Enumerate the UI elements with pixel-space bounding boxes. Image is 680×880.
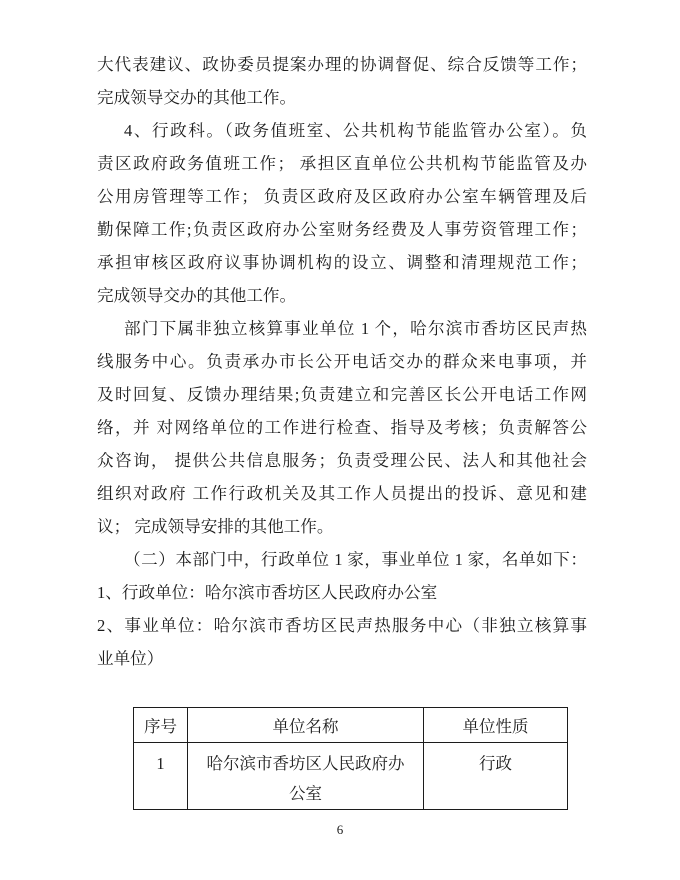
text-line: 业单位）: [97, 649, 164, 668]
cell-nature: 行政: [424, 743, 568, 810]
header-cell-name: 单位名称: [188, 708, 424, 743]
text-line: 承担审核区政府议事协调机构的设立、调整和清理规范工作；: [97, 253, 587, 272]
text-line: 议； 完成领导安排的其他工作。: [97, 517, 334, 536]
text-line: 1、行政单位：哈尔滨市香坊区人民政府办公室: [97, 583, 438, 602]
text-line: 完成领导交办的其他工作。: [97, 286, 297, 305]
cell-seq: 1: [134, 743, 188, 810]
text-line: 大代表建议、政协委员提案办理的协调督促、综合反馈等工作；: [97, 55, 587, 74]
text-line: 及时回复、反馈办理结果;负责建立和完善区长公开电话工作网: [97, 385, 587, 404]
units-table-header-row: [134, 708, 568, 743]
header-cell-nature: 单位性质: [424, 708, 568, 743]
text-line: 责区政府政务值班工作； 承担区直单位公共机构节能监管及办: [97, 154, 587, 173]
text-line: 勤保障工作;负责区政府办公室财务经费及人事劳资管理工作；: [97, 220, 587, 239]
header-cell-seq: 序号: [134, 708, 188, 743]
cell-name: 哈尔滨市香坊区人民政府办公室: [188, 743, 424, 810]
table-row: [134, 743, 568, 810]
text-line: 公用房管理等工作； 负责区政府及区政府办公室车辆管理及后: [97, 187, 587, 206]
text-line: 众咨询， 提供公共信息服务；负责受理公民、法人和其他社会: [97, 451, 587, 470]
text-line: 2、事业单位：哈尔滨市香坊区民声热服务中心（非独立核算事: [97, 616, 587, 635]
body-text: [97, 48, 587, 675]
text-line: 组织对政府 工作行政机关及其工作人员提出的投诉、意见和建: [97, 484, 587, 503]
text-line: 4、行政科。（政务值班室、公共机构节能监管办公室）。负: [124, 121, 587, 140]
text-line: 完成领导交办的其他工作。: [97, 88, 297, 107]
text-line: 部门下属非独立核算事业单位 1 个，哈尔滨市香坊区民声热: [124, 319, 587, 338]
units-table: [133, 707, 568, 810]
text-line: （二）本部门中，行政单位 1 家，事业单位 1 家，名单如下：: [124, 550, 587, 569]
page-number: 6: [336, 822, 344, 837]
text-line: 线服务中心。负责承办市长公开电话交办的群众来电事项，并: [97, 352, 587, 371]
text-line: 络，并 对网络单位的工作进行检查、指导及考核；负责解答公: [97, 418, 587, 437]
